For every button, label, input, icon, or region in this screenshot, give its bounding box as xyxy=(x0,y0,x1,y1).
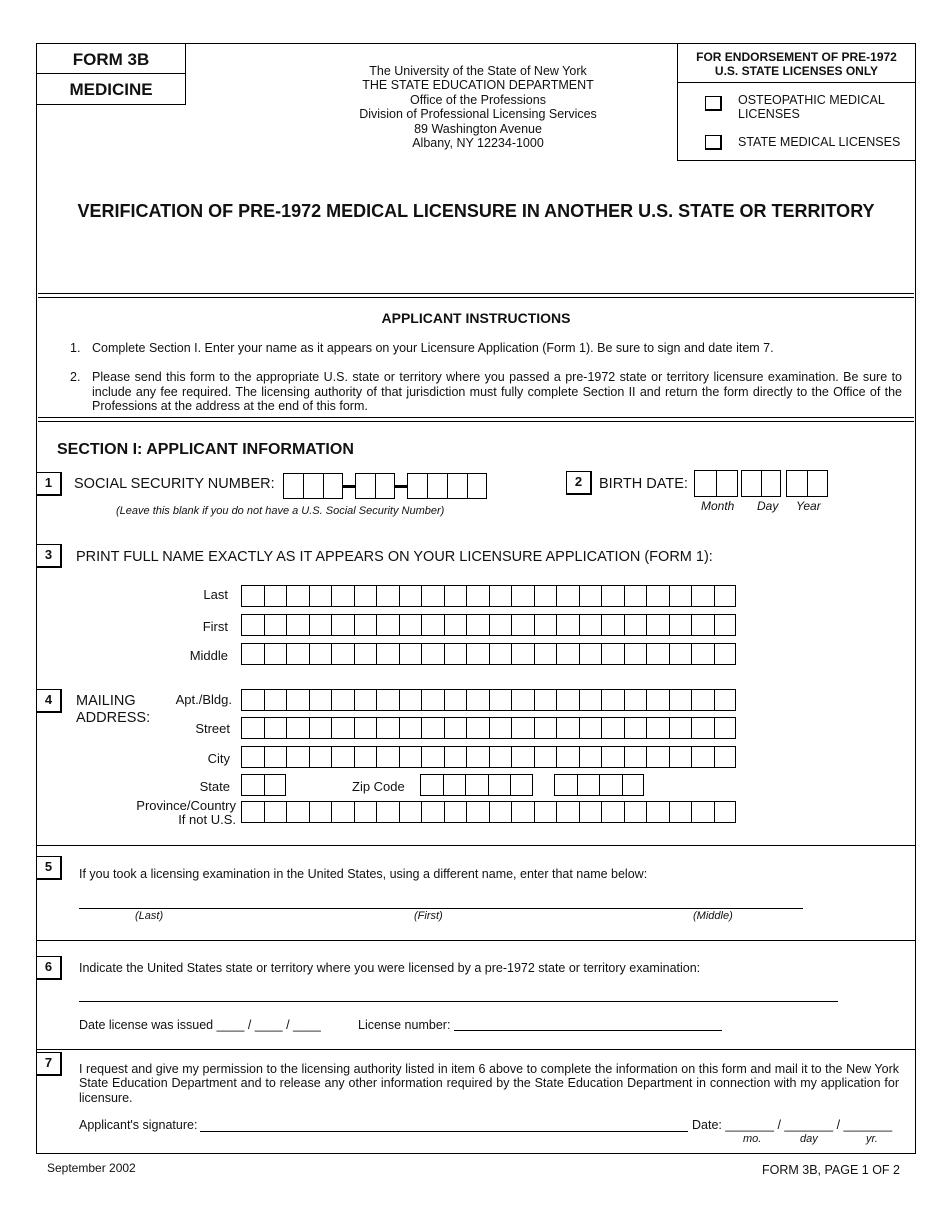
char-cell[interactable] xyxy=(601,746,624,768)
char-cell[interactable] xyxy=(331,614,354,636)
char-cell[interactable] xyxy=(714,717,737,739)
month-label: Month xyxy=(701,499,735,513)
birth-month-grid[interactable] xyxy=(694,470,738,497)
endorsement-divider xyxy=(677,82,916,83)
char-cell[interactable] xyxy=(489,643,512,665)
item-number: 3 xyxy=(36,544,62,568)
last-name-label: Last xyxy=(203,587,228,602)
apt-grid[interactable] xyxy=(241,689,736,711)
char-cell[interactable] xyxy=(444,614,467,636)
char-cell[interactable] xyxy=(421,689,444,711)
char-cell[interactable] xyxy=(669,643,692,665)
char-cell[interactable] xyxy=(534,585,557,607)
middle-name-grid[interactable] xyxy=(241,643,736,665)
char-cell[interactable] xyxy=(421,585,444,607)
province-label xyxy=(120,799,236,827)
signature-line[interactable] xyxy=(200,1131,688,1132)
char-cell[interactable] xyxy=(283,473,303,499)
char-cell[interactable] xyxy=(556,643,579,665)
char-cell[interactable] xyxy=(556,585,579,607)
char-cell[interactable] xyxy=(669,614,692,636)
ssn-note: (Leave this blank if you do not have a U.S. Social Security Number) xyxy=(116,505,445,517)
instructions-heading: APPLICANT INSTRUCTIONS xyxy=(381,310,571,326)
zip-grid[interactable] xyxy=(420,774,533,796)
divider-double xyxy=(38,293,914,298)
province-grid[interactable] xyxy=(241,801,736,823)
char-cell[interactable] xyxy=(579,643,602,665)
char-cell[interactable] xyxy=(399,746,422,768)
char-cell[interactable] xyxy=(691,746,714,768)
char-cell[interactable] xyxy=(534,801,557,823)
char-cell[interactable] xyxy=(511,801,534,823)
char-cell[interactable] xyxy=(646,614,669,636)
char-cell[interactable] xyxy=(309,746,332,768)
license-state-text: Indicate the United States state or territory where you were licensed by a pre-1972 state or territory examination: xyxy=(79,961,701,975)
instruction-text: Complete Section I. Enter your name as it appears on your Licensure Application (Form 1). Be sure to sign and date item 7. xyxy=(92,341,774,355)
char-cell[interactable] xyxy=(427,473,447,499)
char-cell[interactable] xyxy=(399,614,422,636)
char-cell[interactable] xyxy=(286,643,309,665)
agency-line: Office of the Professions xyxy=(410,92,546,107)
char-cell[interactable] xyxy=(488,774,511,796)
char-cell[interactable] xyxy=(624,746,647,768)
char-cell[interactable] xyxy=(286,585,309,607)
char-cell[interactable] xyxy=(714,801,737,823)
mailing-address-label xyxy=(76,693,150,727)
street-grid[interactable] xyxy=(241,717,736,739)
state-medical-checkbox[interactable] xyxy=(705,135,722,150)
item-number: 7 xyxy=(36,1052,62,1076)
char-cell[interactable] xyxy=(714,689,737,711)
char-cell[interactable] xyxy=(601,801,624,823)
ssn-dash xyxy=(395,485,407,488)
char-cell[interactable] xyxy=(421,717,444,739)
first-name-label: First xyxy=(202,619,228,634)
char-cell[interactable] xyxy=(241,643,264,665)
char-cell[interactable] xyxy=(511,689,534,711)
char-cell[interactable] xyxy=(264,689,287,711)
char-cell[interactable] xyxy=(714,614,737,636)
char-cell[interactable] xyxy=(466,689,489,711)
divider xyxy=(36,940,916,941)
char-cell[interactable] xyxy=(716,470,738,497)
char-cell[interactable] xyxy=(511,614,534,636)
char-cell[interactable] xyxy=(691,614,714,636)
char-cell[interactable] xyxy=(466,717,489,739)
char-cell[interactable] xyxy=(309,614,332,636)
agency-line: Division of Professional Licensing Services xyxy=(359,107,597,122)
char-cell[interactable] xyxy=(376,614,399,636)
apt-label: Apt./Bldg. xyxy=(175,692,232,707)
char-cell[interactable] xyxy=(399,585,422,607)
other-middle-label: (Middle) xyxy=(693,910,733,922)
char-cell[interactable] xyxy=(534,689,557,711)
char-cell[interactable] xyxy=(669,585,692,607)
char-cell[interactable] xyxy=(646,801,669,823)
item-number: 1 xyxy=(36,472,62,496)
ssn-dash xyxy=(343,485,355,488)
license-state-line[interactable] xyxy=(79,1001,838,1002)
divider xyxy=(36,1049,916,1050)
char-cell[interactable] xyxy=(444,801,467,823)
province-label-line: Province/Country xyxy=(136,798,236,813)
char-cell[interactable] xyxy=(354,689,377,711)
char-cell[interactable] xyxy=(467,473,487,499)
char-cell[interactable] xyxy=(669,746,692,768)
char-cell[interactable] xyxy=(691,643,714,665)
char-cell[interactable] xyxy=(420,774,443,796)
item-number: 6 xyxy=(36,956,62,980)
char-cell[interactable] xyxy=(241,774,264,796)
form-title: VERIFICATION OF PRE-1972 MEDICAL LICENSURE IN ANOTHER U.S. STATE OR TERRITORY xyxy=(77,201,875,221)
divider-double xyxy=(38,417,914,422)
char-cell[interactable] xyxy=(444,717,467,739)
ssn-group-grid[interactable] xyxy=(355,473,395,499)
char-cell[interactable] xyxy=(624,585,647,607)
char-cell[interactable] xyxy=(354,643,377,665)
ssn-serial-grid[interactable] xyxy=(407,473,487,499)
char-cell[interactable] xyxy=(421,614,444,636)
char-cell[interactable] xyxy=(241,585,264,607)
char-cell[interactable] xyxy=(444,585,467,607)
instruction-text: Please send this form to the appropriate U.S. state or territory where you passed a pre-1972 state or territory licensure examination. Be sure to include any fee required. The licensing authority of that jurisdiction must fully complete Section II and return the form directly to the Office of the Professions at the address at the end of this form. xyxy=(92,370,902,413)
char-cell[interactable] xyxy=(534,746,557,768)
char-cell[interactable] xyxy=(399,643,422,665)
char-cell[interactable] xyxy=(376,717,399,739)
char-cell[interactable] xyxy=(646,746,669,768)
instruction-number: 1. xyxy=(70,341,81,355)
char-cell[interactable] xyxy=(579,717,602,739)
other-first-label: (First) xyxy=(414,910,443,922)
char-cell[interactable] xyxy=(511,717,534,739)
char-cell[interactable] xyxy=(264,774,287,796)
char-cell[interactable] xyxy=(554,774,577,796)
char-cell[interactable] xyxy=(354,614,377,636)
permission-text: I request and give my permission to the licensing authority listed in item 6 above to complete the information on this form and mail it to the New York State Education Department and to release any other information required by the State Education Department in connection with my application for licensure. xyxy=(79,1062,899,1105)
street-label: Street xyxy=(195,721,230,736)
char-cell[interactable] xyxy=(786,470,807,497)
section-heading: SECTION I: APPLICANT INFORMATION xyxy=(57,441,354,458)
char-cell[interactable] xyxy=(669,717,692,739)
char-cell[interactable] xyxy=(376,643,399,665)
char-cell[interactable] xyxy=(579,614,602,636)
endorsement-title: FOR ENDORSEMENT OF PRE-1972 U.S. STATE LICENSES ONLY xyxy=(696,50,897,78)
item-number: 5 xyxy=(36,856,62,880)
date-issued-label: Date license was issued ____ / ____ / ____ xyxy=(79,1018,321,1032)
char-cell[interactable] xyxy=(286,801,309,823)
char-cell[interactable] xyxy=(309,643,332,665)
char-cell[interactable] xyxy=(375,473,395,499)
char-cell[interactable] xyxy=(624,801,647,823)
char-cell[interactable] xyxy=(376,689,399,711)
char-cell[interactable] xyxy=(534,717,557,739)
mailing-label-line: ADDRESS: xyxy=(76,710,151,726)
full-name-label: PRINT FULL NAME EXACTLY AS IT APPEARS ON YOUR LICENSURE APPLICATION (FORM 1): xyxy=(76,549,713,565)
char-cell[interactable] xyxy=(286,746,309,768)
char-cell[interactable] xyxy=(761,470,781,497)
state-medical-label: STATE MEDICAL LICENSES xyxy=(738,135,901,149)
ssn-area-grid[interactable] xyxy=(283,473,343,499)
char-cell[interactable] xyxy=(624,614,647,636)
char-cell[interactable] xyxy=(399,801,422,823)
char-cell[interactable] xyxy=(286,614,309,636)
char-cell[interactable] xyxy=(407,473,427,499)
char-cell[interactable] xyxy=(741,470,761,497)
char-cell[interactable] xyxy=(264,717,287,739)
osteopathic-label: OSTEOPATHIC MEDICAL LICENSES xyxy=(738,93,885,121)
char-cell[interactable] xyxy=(556,614,579,636)
char-cell[interactable] xyxy=(646,717,669,739)
char-cell[interactable] xyxy=(309,585,332,607)
different-name-text: If you took a licensing examination in the United States, using a different name, enter that name below: xyxy=(79,867,648,881)
char-cell[interactable] xyxy=(489,801,512,823)
char-cell[interactable] xyxy=(599,774,622,796)
char-cell[interactable] xyxy=(694,470,716,497)
char-cell[interactable] xyxy=(421,643,444,665)
char-cell[interactable] xyxy=(466,643,489,665)
char-cell[interactable] xyxy=(489,585,512,607)
birth-date-label: BIRTH DATE: xyxy=(599,476,688,492)
char-cell[interactable] xyxy=(447,473,467,499)
char-cell[interactable] xyxy=(264,746,287,768)
char-cell[interactable] xyxy=(624,689,647,711)
char-cell[interactable] xyxy=(691,801,714,823)
char-cell[interactable] xyxy=(264,643,287,665)
char-cell[interactable] xyxy=(331,689,354,711)
char-cell[interactable] xyxy=(241,746,264,768)
char-cell[interactable] xyxy=(354,717,377,739)
char-cell[interactable] xyxy=(579,746,602,768)
char-cell[interactable] xyxy=(309,801,332,823)
agency-line: Albany, NY 12234-1000 xyxy=(412,136,544,151)
char-cell[interactable] xyxy=(691,585,714,607)
char-cell[interactable] xyxy=(579,585,602,607)
date-label: Date: _______ / _______ / _______ xyxy=(692,1118,893,1132)
char-cell[interactable] xyxy=(323,473,343,499)
char-cell[interactable] xyxy=(601,689,624,711)
char-cell[interactable] xyxy=(601,585,624,607)
char-cell[interactable] xyxy=(444,643,467,665)
char-cell[interactable] xyxy=(807,470,828,497)
char-cell[interactable] xyxy=(691,689,714,711)
middle-name-label: Middle xyxy=(189,648,228,663)
char-cell[interactable] xyxy=(303,473,323,499)
different-name-line[interactable] xyxy=(79,908,803,909)
char-cell[interactable] xyxy=(331,643,354,665)
char-cell[interactable] xyxy=(376,746,399,768)
char-cell[interactable] xyxy=(309,717,332,739)
state-grid[interactable] xyxy=(241,774,286,796)
char-cell[interactable] xyxy=(444,689,467,711)
license-number-label: License number: xyxy=(358,1018,451,1032)
char-cell[interactable] xyxy=(376,585,399,607)
char-cell[interactable] xyxy=(421,801,444,823)
char-cell[interactable] xyxy=(624,717,647,739)
city-label: City xyxy=(207,751,230,766)
char-cell[interactable] xyxy=(489,614,512,636)
date-mo-label: mo. xyxy=(743,1133,762,1145)
char-cell[interactable] xyxy=(264,614,287,636)
form-number: FORM 3B xyxy=(36,43,186,74)
province-label-line: If not U.S. xyxy=(178,812,236,827)
char-cell[interactable] xyxy=(714,643,737,665)
char-cell[interactable] xyxy=(264,585,287,607)
char-cell[interactable] xyxy=(241,717,264,739)
char-cell[interactable] xyxy=(691,717,714,739)
form-profession: MEDICINE xyxy=(36,73,186,105)
char-cell[interactable] xyxy=(714,585,737,607)
ssn-label: SOCIAL SECURITY NUMBER: xyxy=(74,476,275,492)
char-cell[interactable] xyxy=(489,717,512,739)
birth-day-grid[interactable] xyxy=(741,470,781,497)
city-grid[interactable] xyxy=(241,746,736,768)
char-cell[interactable] xyxy=(444,746,467,768)
date-day-label: day xyxy=(800,1133,818,1145)
char-cell[interactable] xyxy=(355,473,375,499)
char-cell[interactable] xyxy=(466,614,489,636)
char-cell[interactable] xyxy=(466,746,489,768)
char-cell[interactable] xyxy=(354,801,377,823)
osteopathic-checkbox[interactable] xyxy=(705,96,722,111)
char-cell[interactable] xyxy=(556,746,579,768)
divider xyxy=(36,845,916,846)
char-cell[interactable] xyxy=(601,614,624,636)
birth-year-grid[interactable] xyxy=(786,470,828,497)
char-cell[interactable] xyxy=(466,801,489,823)
char-cell[interactable] xyxy=(399,689,422,711)
char-cell[interactable] xyxy=(669,689,692,711)
char-cell[interactable] xyxy=(376,801,399,823)
footer-page: FORM 3B, PAGE 1 OF 2 xyxy=(762,1163,900,1177)
char-cell[interactable] xyxy=(601,717,624,739)
char-cell[interactable] xyxy=(646,689,669,711)
footer-date: September 2002 xyxy=(47,1161,136,1175)
item-number: 2 xyxy=(566,471,592,495)
char-cell[interactable] xyxy=(579,801,602,823)
char-cell[interactable] xyxy=(714,746,737,768)
zip-label: Zip Code xyxy=(352,779,405,794)
char-cell[interactable] xyxy=(510,774,533,796)
day-label: Day xyxy=(757,499,779,513)
char-cell[interactable] xyxy=(646,643,669,665)
char-cell[interactable] xyxy=(556,689,579,711)
char-cell[interactable] xyxy=(601,643,624,665)
char-cell[interactable] xyxy=(354,746,377,768)
char-cell[interactable] xyxy=(579,689,602,711)
char-cell[interactable] xyxy=(534,643,557,665)
year-label: Year xyxy=(796,499,821,513)
char-cell[interactable] xyxy=(511,643,534,665)
char-cell[interactable] xyxy=(331,717,354,739)
last-name-grid[interactable] xyxy=(241,585,736,607)
char-cell[interactable] xyxy=(534,614,557,636)
char-cell[interactable] xyxy=(264,801,287,823)
agency-address xyxy=(300,64,656,150)
item-number: 4 xyxy=(36,689,62,713)
char-cell[interactable] xyxy=(624,643,647,665)
char-cell[interactable] xyxy=(556,717,579,739)
char-cell[interactable] xyxy=(331,801,354,823)
other-last-label: (Last) xyxy=(135,910,164,922)
instruction-number: 2. xyxy=(70,370,81,384)
char-cell[interactable] xyxy=(577,774,600,796)
char-cell[interactable] xyxy=(465,774,488,796)
agency-line: 89 Washington Avenue xyxy=(414,121,542,136)
char-cell[interactable] xyxy=(309,689,332,711)
date-yr-label: yr. xyxy=(866,1133,878,1145)
char-cell[interactable] xyxy=(399,717,422,739)
agency-line: THE STATE EDUCATION DEPARTMENT xyxy=(362,78,594,93)
mailing-label-line: MAILING xyxy=(76,693,136,709)
char-cell[interactable] xyxy=(443,774,466,796)
signature-label: Applicant's signature: xyxy=(79,1118,198,1132)
char-cell[interactable] xyxy=(511,585,534,607)
char-cell[interactable] xyxy=(669,801,692,823)
char-cell[interactable] xyxy=(646,585,669,607)
char-cell[interactable] xyxy=(241,689,264,711)
char-cell[interactable] xyxy=(466,585,489,607)
char-cell[interactable] xyxy=(286,717,309,739)
state-label: State xyxy=(199,779,230,794)
char-cell[interactable] xyxy=(331,746,354,768)
agency-line: The University of the State of New York xyxy=(369,64,587,78)
char-cell[interactable] xyxy=(331,585,354,607)
char-cell[interactable] xyxy=(241,801,264,823)
char-cell[interactable] xyxy=(241,614,264,636)
char-cell[interactable] xyxy=(421,746,444,768)
char-cell[interactable] xyxy=(286,689,309,711)
zip-plus4-grid[interactable] xyxy=(554,774,644,796)
char-cell[interactable] xyxy=(556,801,579,823)
char-cell[interactable] xyxy=(489,689,512,711)
char-cell[interactable] xyxy=(489,746,512,768)
char-cell[interactable] xyxy=(354,585,377,607)
char-cell[interactable] xyxy=(622,774,645,796)
first-name-grid[interactable] xyxy=(241,614,736,636)
license-number-line[interactable] xyxy=(454,1030,722,1031)
char-cell[interactable] xyxy=(511,746,534,768)
